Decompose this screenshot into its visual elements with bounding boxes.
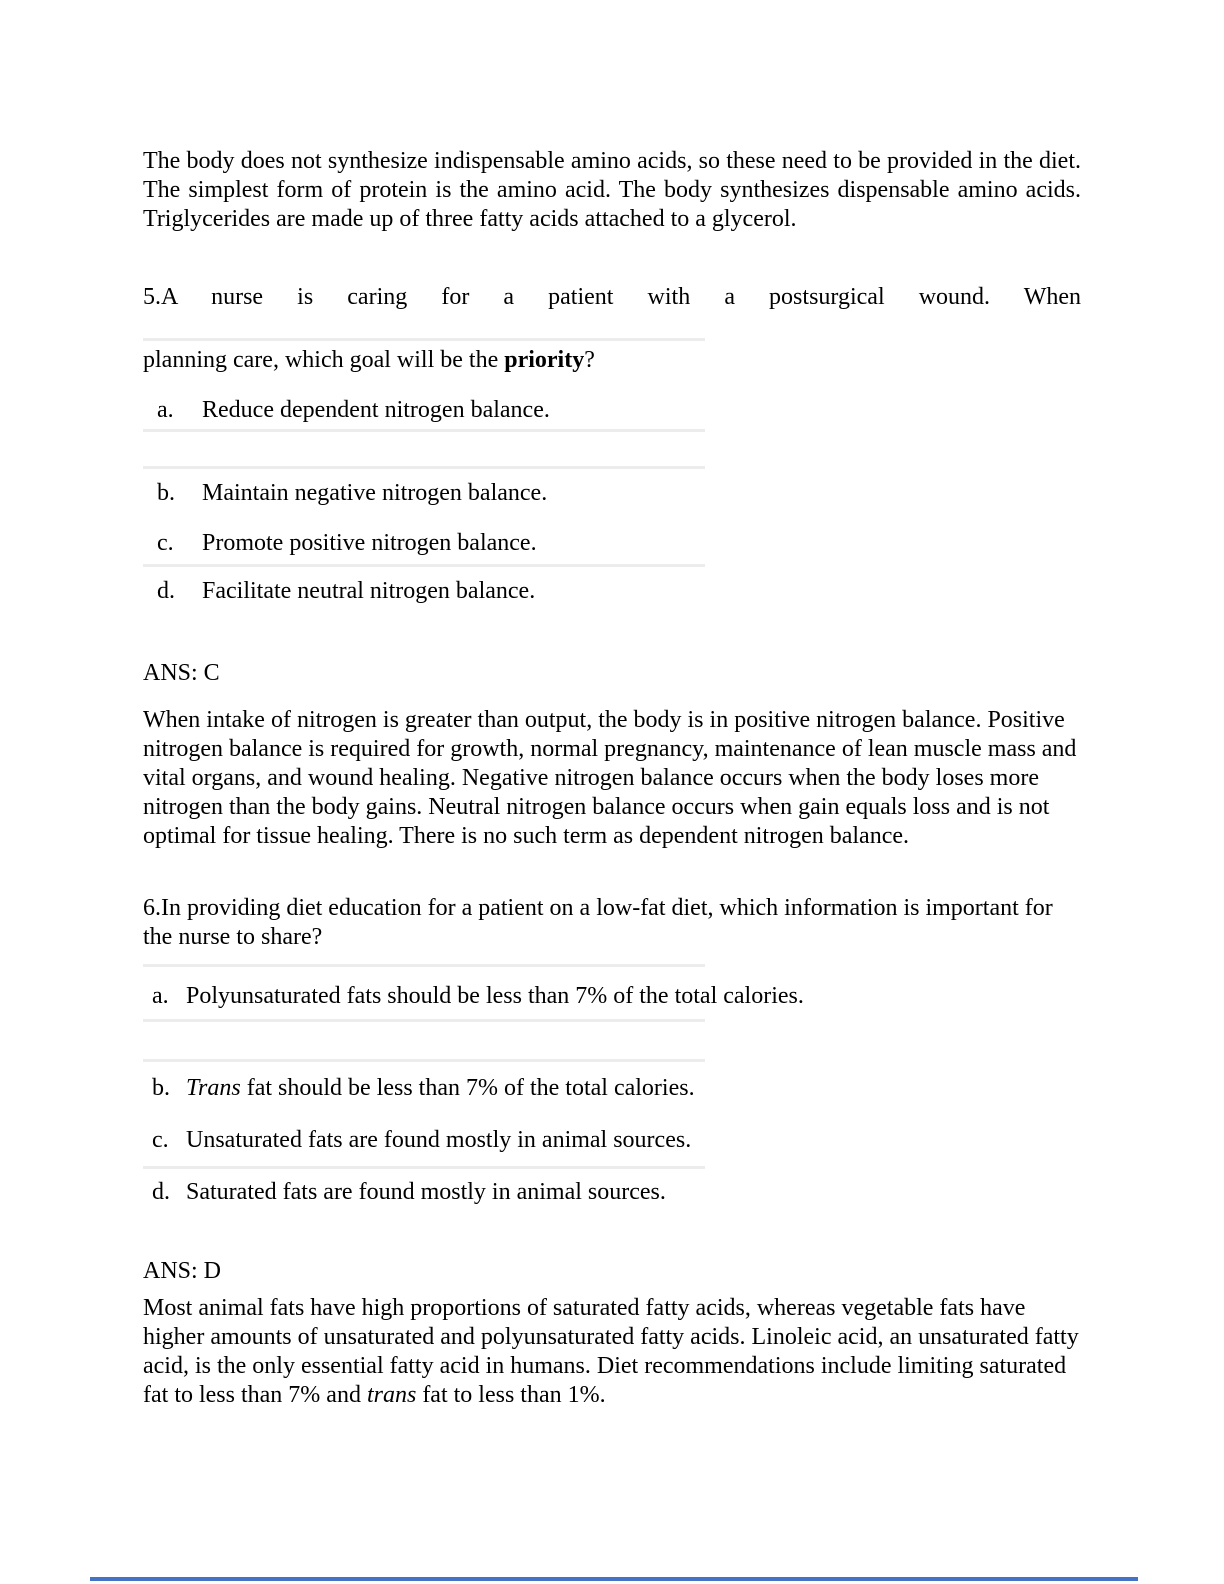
- stem-punctuation: ?: [584, 347, 595, 373]
- option-text: Promote positive nitrogen balance.: [202, 530, 537, 556]
- option-text-rest: fat should be less than 7% of the total calories.: [240, 1075, 695, 1101]
- q5-option-a: [143, 396, 843, 425]
- option-letter: d.: [152, 1179, 170, 1205]
- priority-bold-word: priority: [504, 347, 585, 373]
- option-text: Maintain negative nitrogen balance.: [202, 480, 548, 506]
- question-6-stem: 6.In providing diet education for a patient on a low-fat diet, which information is important for the nurse to share?: [143, 895, 1053, 950]
- option-text: Polyunsaturated fats should be less than 7% of the total calories.: [186, 983, 804, 1009]
- option-letter: a.: [152, 983, 169, 1009]
- option-letter: b.: [157, 480, 175, 506]
- divider: [143, 964, 705, 967]
- question-5-stem-line-2: [143, 346, 1081, 375]
- q5-answer-label: ANS: C: [143, 660, 220, 686]
- q5-option-c: [143, 529, 843, 558]
- divider: [143, 564, 705, 567]
- q6-option-c: [143, 1126, 843, 1155]
- q6-option-d: [143, 1178, 843, 1207]
- q6-answer-label: ANS: D: [143, 1258, 222, 1284]
- q6-option-b: [143, 1074, 843, 1103]
- option-text: Unsaturated fats are found mostly in animal sources.: [186, 1127, 692, 1153]
- option-text: Facilitate neutral nitrogen balance.: [202, 578, 536, 604]
- q6-option-a: [143, 982, 843, 1011]
- trans-italic-word: trans: [366, 1382, 417, 1408]
- divider: [143, 466, 705, 469]
- intro-paragraph: The body does not synthesize indispensable amino acids, so these need to be provided in the diet. The simplest form of protein is the amino acid. The body synthesizes dispensable amino acids. Triglycerides are made up of three fatty acids attached to a glycerol.: [143, 148, 1081, 232]
- trans-italic-word: Trans: [186, 1075, 241, 1101]
- option-letter: a.: [157, 397, 174, 423]
- rationale-text: Most animal fats have high proportions of saturated fatty acids, whereas vegetable fats have higher amounts of unsaturated and polyunsaturated fatty acids. Linoleic acid, an unsaturated fatty acid, is the only essential fatty acid in humans. Diet recommendations include limiting saturated fat to less than 7% and: [143, 1295, 1079, 1408]
- stem-text: planning care, which goal will be the: [143, 347, 505, 373]
- option-letter: b.: [152, 1075, 170, 1101]
- option-letter: d.: [157, 578, 175, 604]
- divider: [143, 338, 705, 341]
- divider: [143, 1166, 705, 1169]
- divider: [143, 1019, 705, 1022]
- question-5-stem-line-1: 5.A nurse is caring for a patient with a postsurgical wound. When: [143, 284, 1081, 310]
- q5-option-d: [143, 577, 843, 606]
- option-letter: c.: [157, 530, 174, 556]
- divider: [143, 1059, 705, 1062]
- q6-rationale-paragraph: [143, 1294, 1081, 1410]
- option-text: [186, 1074, 843, 1103]
- divider: [143, 429, 705, 432]
- option-text: Saturated fats are found mostly in animal sources.: [186, 1179, 666, 1205]
- rationale-text-rest: fat to less than 1%.: [416, 1382, 606, 1408]
- option-letter: c.: [152, 1127, 169, 1153]
- q5-option-b: [143, 479, 843, 508]
- footer-accent-line: [90, 1577, 1138, 1581]
- option-text: Reduce dependent nitrogen balance.: [202, 397, 550, 423]
- q5-rationale-paragraph: When intake of nitrogen is greater than output, the body is in positive nitrogen balance. Positive nitrogen balance is required for growth, normal pregnancy, maintenance of lean muscle mass and vital organs, and wound healing. Negative nitrogen balance occurs when the body loses more nitrogen than the body gains. Neutral nitrogen balance occurs when gain equals loss and is not optimal for tissue healing. There is no such term as dependent nitrogen balance.: [143, 707, 1077, 849]
